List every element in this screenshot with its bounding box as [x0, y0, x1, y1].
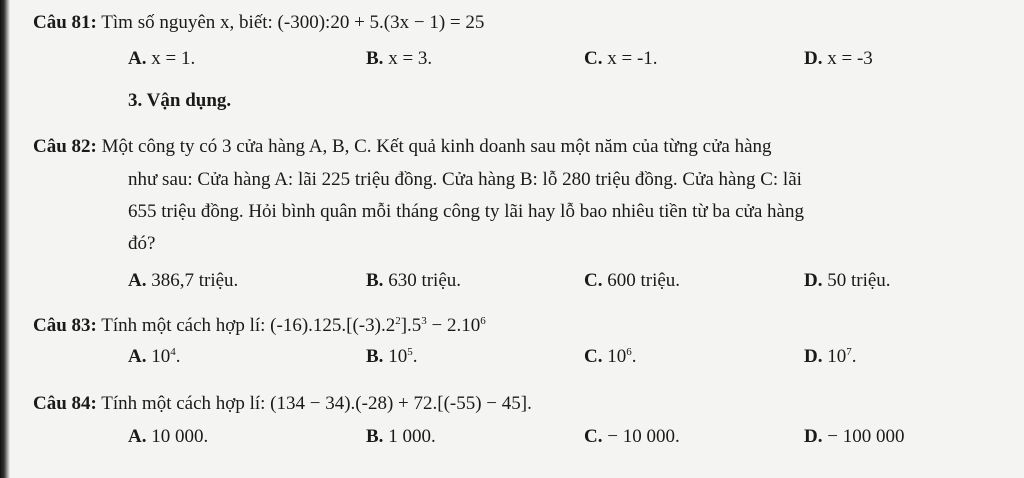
power-base: 10	[607, 346, 627, 367]
exponent: 6	[626, 346, 632, 358]
option-text: 630 triệu.	[388, 270, 462, 291]
punctuation: .	[851, 346, 857, 367]
question-81-label: Câu 81:	[33, 12, 97, 33]
question-82-label: Câu 82:	[33, 136, 97, 157]
q84-option-b	[366, 425, 436, 449]
q81-option-c	[584, 47, 658, 71]
option-text: − 10 000.	[607, 426, 680, 447]
option-letter: C.	[584, 346, 603, 367]
exponent: 6	[480, 315, 486, 327]
option-text: x = 1.	[151, 48, 196, 69]
exponent: 7	[846, 346, 852, 358]
option-text: 386,7 triệu.	[151, 270, 239, 291]
option-letter: A.	[128, 48, 147, 69]
option-letter: B.	[366, 48, 384, 69]
option-text	[607, 346, 636, 367]
option-text: 1 000.	[388, 426, 436, 447]
expression-part: ].5	[400, 315, 422, 336]
option-text: 10 000.	[151, 426, 209, 447]
q83-option-a	[128, 345, 180, 369]
question-84-text: Tính một cách hợp lí: (134 − 34).(-28) + 72.[(-55) − 45].	[101, 393, 532, 414]
q83-option-b	[366, 345, 417, 369]
punctuation: .	[631, 346, 637, 367]
punctuation: .	[175, 346, 181, 367]
option-text: 50 triệu.	[827, 270, 891, 291]
option-text: x = -1.	[607, 48, 658, 69]
option-letter: C.	[584, 270, 603, 291]
option-text	[151, 346, 180, 367]
option-letter: C.	[584, 48, 603, 69]
page-edge-shadow	[0, 0, 10, 478]
q82-option-a	[128, 269, 238, 293]
option-letter: D.	[804, 426, 823, 447]
option-text: x = -3	[827, 48, 873, 69]
punctuation: .	[412, 346, 418, 367]
question-82-line-4: đó?	[128, 233, 156, 254]
q83-option-c	[584, 345, 636, 369]
option-letter: A.	[128, 426, 147, 447]
q82-option-b	[366, 269, 461, 293]
q81-option-d	[804, 47, 873, 71]
option-text: x = 3.	[388, 48, 433, 69]
question-81	[33, 11, 484, 35]
question-83-label: Câu 83:	[33, 315, 97, 336]
question-82-line-1	[33, 135, 772, 159]
expression-part: Tính một cách hợp lí: (-16).125.[(-3).2	[101, 315, 396, 336]
question-82-line-3: 655 triệu đồng. Hỏi bình quân mỗi tháng công ty lãi hay lỗ bao nhiêu tiền từ ba cửa hàng	[128, 201, 804, 222]
option-letter: C.	[584, 426, 603, 447]
option-text	[388, 346, 417, 367]
question-84	[33, 392, 532, 416]
q81-option-a	[128, 47, 195, 71]
q84-option-a	[128, 425, 208, 449]
option-text: 600 triệu.	[607, 270, 681, 291]
option-letter: B.	[366, 270, 384, 291]
q82-option-c	[584, 269, 680, 293]
option-letter: B.	[366, 426, 384, 447]
option-letter: D.	[804, 270, 823, 291]
power-base: 10	[151, 346, 171, 367]
option-text: − 100 000	[827, 426, 905, 447]
option-letter: D.	[804, 48, 823, 69]
q81-option-b	[366, 47, 432, 71]
q83-option-d	[804, 345, 856, 369]
question-84-label: Câu 84:	[33, 393, 97, 414]
section-title: 3. Vận dụng.	[128, 90, 232, 111]
q84-option-c	[584, 425, 680, 449]
exponent: 3	[421, 315, 427, 327]
option-letter: D.	[804, 346, 823, 367]
question-82-text: Một công ty có 3 cửa hàng A, B, C. Kết quả kinh doanh sau một năm của từng cửa hàng	[101, 136, 772, 157]
option-letter: A.	[128, 346, 147, 367]
exponent: 5	[407, 346, 413, 358]
q82-option-d	[804, 269, 891, 293]
exponent: 2	[395, 315, 401, 327]
question-82-line-2: như sau: Cửa hàng A: lãi 225 triệu đồng. Cửa hàng B: lỗ 280 triệu đồng. Cửa hàng C: lãi	[128, 169, 802, 190]
option-letter: A.	[128, 270, 147, 291]
power-base: 10	[388, 346, 408, 367]
power-base: 10	[827, 346, 847, 367]
expression-part: − 2.10	[426, 315, 481, 336]
question-81-text: Tìm số nguyên x, biết: (-300):20 + 5.(3x − 1) = 25	[101, 12, 485, 33]
exponent: 4	[170, 346, 176, 358]
option-letter: B.	[366, 346, 384, 367]
question-83-text	[101, 315, 485, 336]
question-83	[33, 314, 486, 338]
q84-option-d	[804, 425, 904, 449]
option-text	[827, 346, 856, 367]
